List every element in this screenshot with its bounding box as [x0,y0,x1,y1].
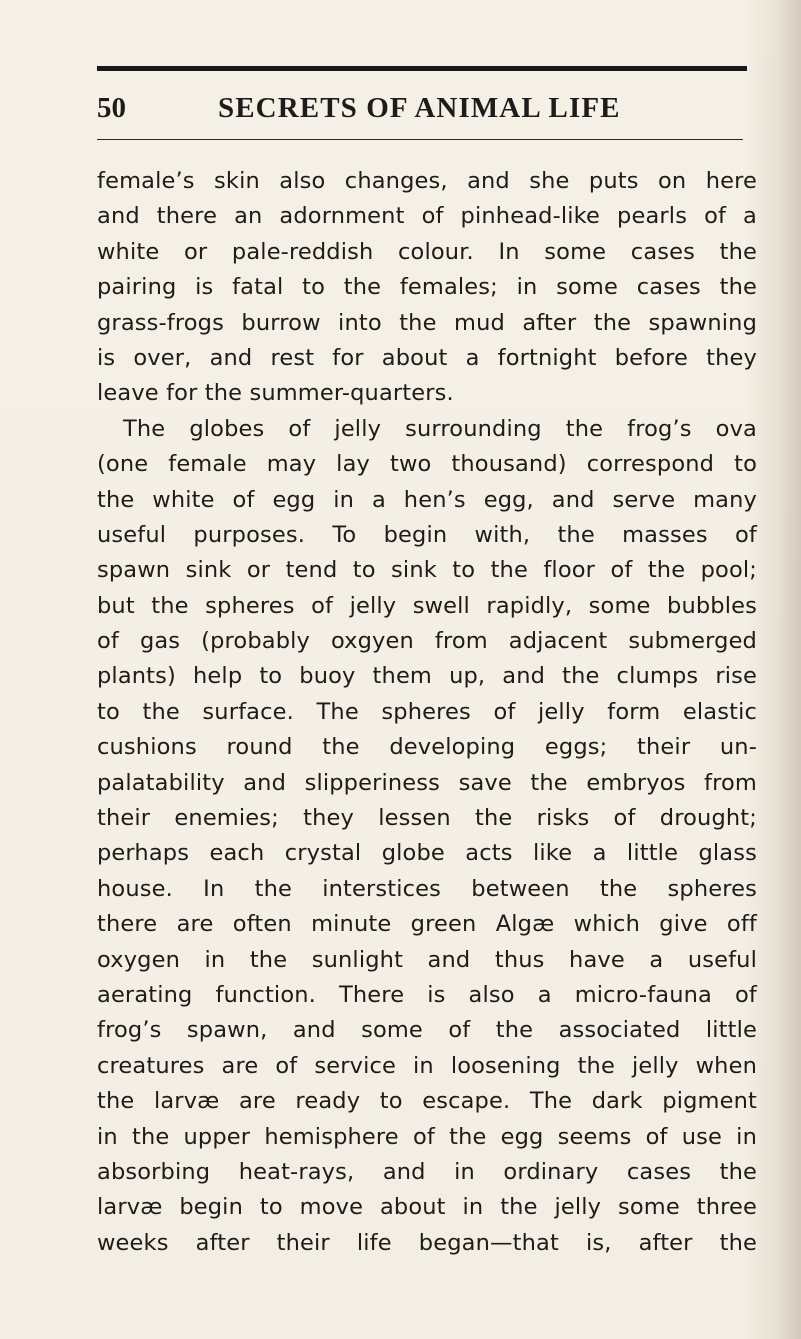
text-line: plants) help to buoy them up, and the clumps rise [97,663,757,690]
text-line: absorbing heat-rays, and in ordinary cases the [97,1158,757,1185]
text-line: frog’s spawn, and some of the associated little [97,1017,757,1044]
text-line: in the upper hemisphere of the egg seems of use in [97,1123,757,1150]
text-line: spawn sink or tend to sink to the floor of the pool; [97,557,757,584]
page-header [97,88,747,128]
text-line: the larvæ are ready to escape. The dark pigment [97,1088,757,1115]
text-line: aerating function. There is also a micro-fauna of [97,981,757,1008]
text-line: cushions round the developing eggs; their un- [97,734,757,761]
text-line: to the surface. The spheres of jelly form elastic [97,698,757,725]
text-line: there are often minute green Algæ which give off [97,911,757,938]
text-line: perhaps each crystal globe acts like a little glass [97,840,757,867]
text-line: leave for the summer-quarters. [97,380,454,407]
text-line: pairing is fatal to the females; in some cases the [97,274,757,301]
text-line: and there an adornment of pinhead-like pearls of a [97,203,757,230]
header-rule-top [97,66,747,71]
text-line: oxygen in the sunlight and thus have a useful [97,946,757,973]
text-line: female’s skin also changes, and she puts on here [97,168,757,194]
text-line: house. In the interstices between the spheres [97,875,757,902]
text-line: white or pale-reddish colour. In some cases the [97,238,757,265]
header-rule-bottom [97,139,743,140]
text-line: useful purposes. To begin with, the masses of [97,521,757,548]
text-line: larvæ begin to move about in the jelly some three [97,1194,757,1221]
text-line: weeks after their life began—that is, after the [97,1229,757,1256]
text-line: is over, and rest for about a fortnight before they [97,344,757,371]
text-line: their enemies; they lessen the risks of drought; [97,805,757,832]
running-head: SECRETS OF ANIMAL LIFE [218,92,621,124]
text-line: The globes of jelly surrounding the frog’s ova [123,415,757,442]
text-line: (one female may lay two thousand) correspond to [97,451,757,478]
text-line: creatures are of service in loosening the jelly when [97,1052,757,1079]
text-line: but the spheres of jelly swell rapidly, some bubbles [97,592,757,619]
text-line: grass-frogs burrow into the mud after the spawning [97,309,757,336]
page-number: 50 [97,92,126,124]
text-line: palatability and slipperiness save the embryos from [97,769,757,796]
text-line: the white of egg in a hen’s egg, and serve many [97,486,757,513]
text-line: of gas (probably oxgyen from adjacent submerged [97,628,757,655]
body-text [97,164,757,1261]
